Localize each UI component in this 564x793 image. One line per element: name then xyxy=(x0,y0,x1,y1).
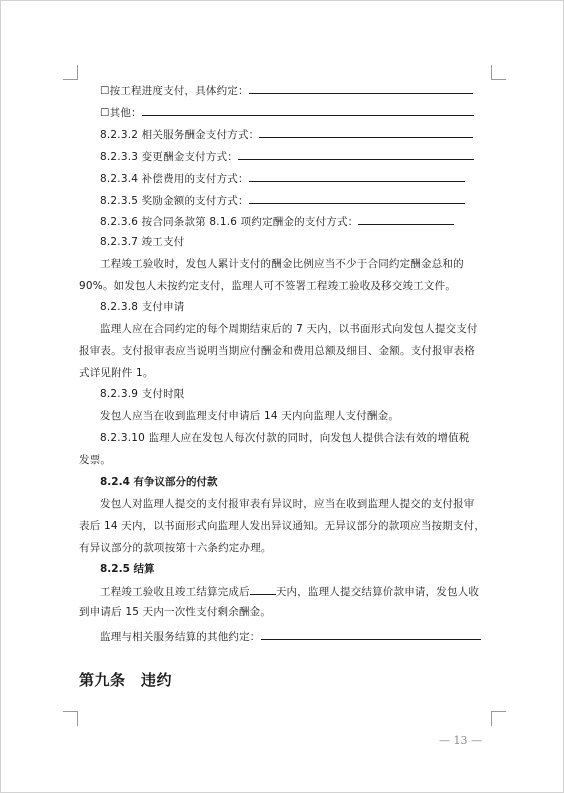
section-824-heading: 8.2.4 有争议部分的付款 xyxy=(100,476,218,488)
clause-8234-blank[interactable] xyxy=(249,170,465,182)
clause-8238-text-line-2: 报审表。支付报审表应当说明当期应付酬金和费用总额及细目、金额。支付报审表格 xyxy=(79,345,475,357)
clause-82310-text-line-2: 发票。 xyxy=(79,454,112,466)
progress-payment-blank[interactable] xyxy=(249,82,473,94)
clause-8239-heading: 8.2.3.9 支付时限 xyxy=(100,388,185,400)
settlement-other-label: 监理与相关服务结算的其他约定： xyxy=(100,631,261,643)
settlement-other-blank[interactable] xyxy=(261,628,481,640)
other-payment-label: ☐其他： xyxy=(100,107,142,119)
section-825-text-line-2: 到申请后 15 天内一次性支付剩余酬金。 xyxy=(79,606,272,618)
clause-8239-text-line-1: 发包人应当在收到监理支付申请后 14 天内向监理人支付酬金。 xyxy=(100,410,400,422)
section-825-text-line-1 xyxy=(100,583,479,599)
crop-mark-bottom-right xyxy=(491,711,506,726)
clause-8235-label: 8.2.3.5 奖励金额的支付方式： xyxy=(100,195,249,207)
clause-8238-text-line-1: 监理人应在合同约定的每个周期结束后的 7 天内，以书面形式向发包人提交支付 xyxy=(100,323,478,335)
clause-8236-line xyxy=(100,213,454,229)
clause-8236-label: 8.2.3.6 按合同条款第 8.1.6 项约定酬金的支付方式： xyxy=(100,216,359,228)
crop-mark-top-right xyxy=(491,65,506,80)
clause-8233-label: 8.2.3.3 变更酬金支付方式： xyxy=(100,151,238,163)
progress-payment-line xyxy=(100,82,473,98)
clause-8238-text-line-3: 式详见附件 1。 xyxy=(79,367,154,379)
section-824-text-line-2: 表后 14 天内，以书面形式向监理人发出异议通知。无异议部分的款项应当按期支付， xyxy=(79,520,486,532)
clause-8233-blank[interactable] xyxy=(238,148,474,160)
settlement-other-line xyxy=(100,628,481,644)
clause-82310-text-line-1: 8.2.3.10 监理人应在发包人每次付款的同时，向发包人提供合法有效的增值税 xyxy=(100,432,470,444)
article-9-title: 第九条 违约 xyxy=(79,671,173,689)
section-824-text-line-3: 有异议部分的款项按第十六条约定办理。 xyxy=(79,542,272,554)
page-number: — 13 — xyxy=(439,734,482,747)
clause-8237-text-line-1: 工程竣工验收时，发包人累计支付的酬金比例应当不少于合同约定酬金总和的 xyxy=(100,258,464,270)
clause-8234-line xyxy=(100,170,465,186)
clause-8235-line xyxy=(100,192,465,208)
crop-mark-bottom-left xyxy=(63,711,78,726)
other-payment-blank[interactable] xyxy=(142,104,474,116)
progress-payment-label: ☐按工程进度支付，具体约定： xyxy=(100,85,249,97)
settlement-days-blank[interactable] xyxy=(250,583,276,595)
other-payment-line xyxy=(100,104,474,120)
clause-8237-text-line-2: 90%。如发包人未按约定支付，监理人可不签署工程竣工验收及移交竣工文件。 xyxy=(79,280,457,292)
clause-8232-label: 8.2.3.2 相关服务酬金支付方式： xyxy=(100,129,260,141)
crop-mark-top-left xyxy=(63,65,78,80)
section-825-text-part-b: 天内，监理人提交结算价款申请，发包人收 xyxy=(275,586,480,598)
clause-8234-label: 8.2.3.4 补偿费用的支付方式： xyxy=(100,173,249,185)
section-825-heading: 8.2.5 结算 xyxy=(100,563,155,575)
clause-8236-blank[interactable] xyxy=(358,213,454,225)
section-825-text-part-a: 工程竣工验收且竣工结算完成后 xyxy=(100,586,250,598)
clause-8232-line xyxy=(100,126,473,142)
clause-8233-line xyxy=(100,148,474,164)
section-824-text-line-1: 发包人对监理人提交的支付报审表有异议时，应当在收到监理人提交的支付报审 xyxy=(100,498,475,510)
clause-8235-blank[interactable] xyxy=(249,192,465,204)
clause-8238-heading: 8.2.3.8 支付申请 xyxy=(100,301,185,313)
clause-8232-blank[interactable] xyxy=(259,126,473,138)
clause-8237-heading: 8.2.3.7 竣工支付 xyxy=(100,236,185,248)
